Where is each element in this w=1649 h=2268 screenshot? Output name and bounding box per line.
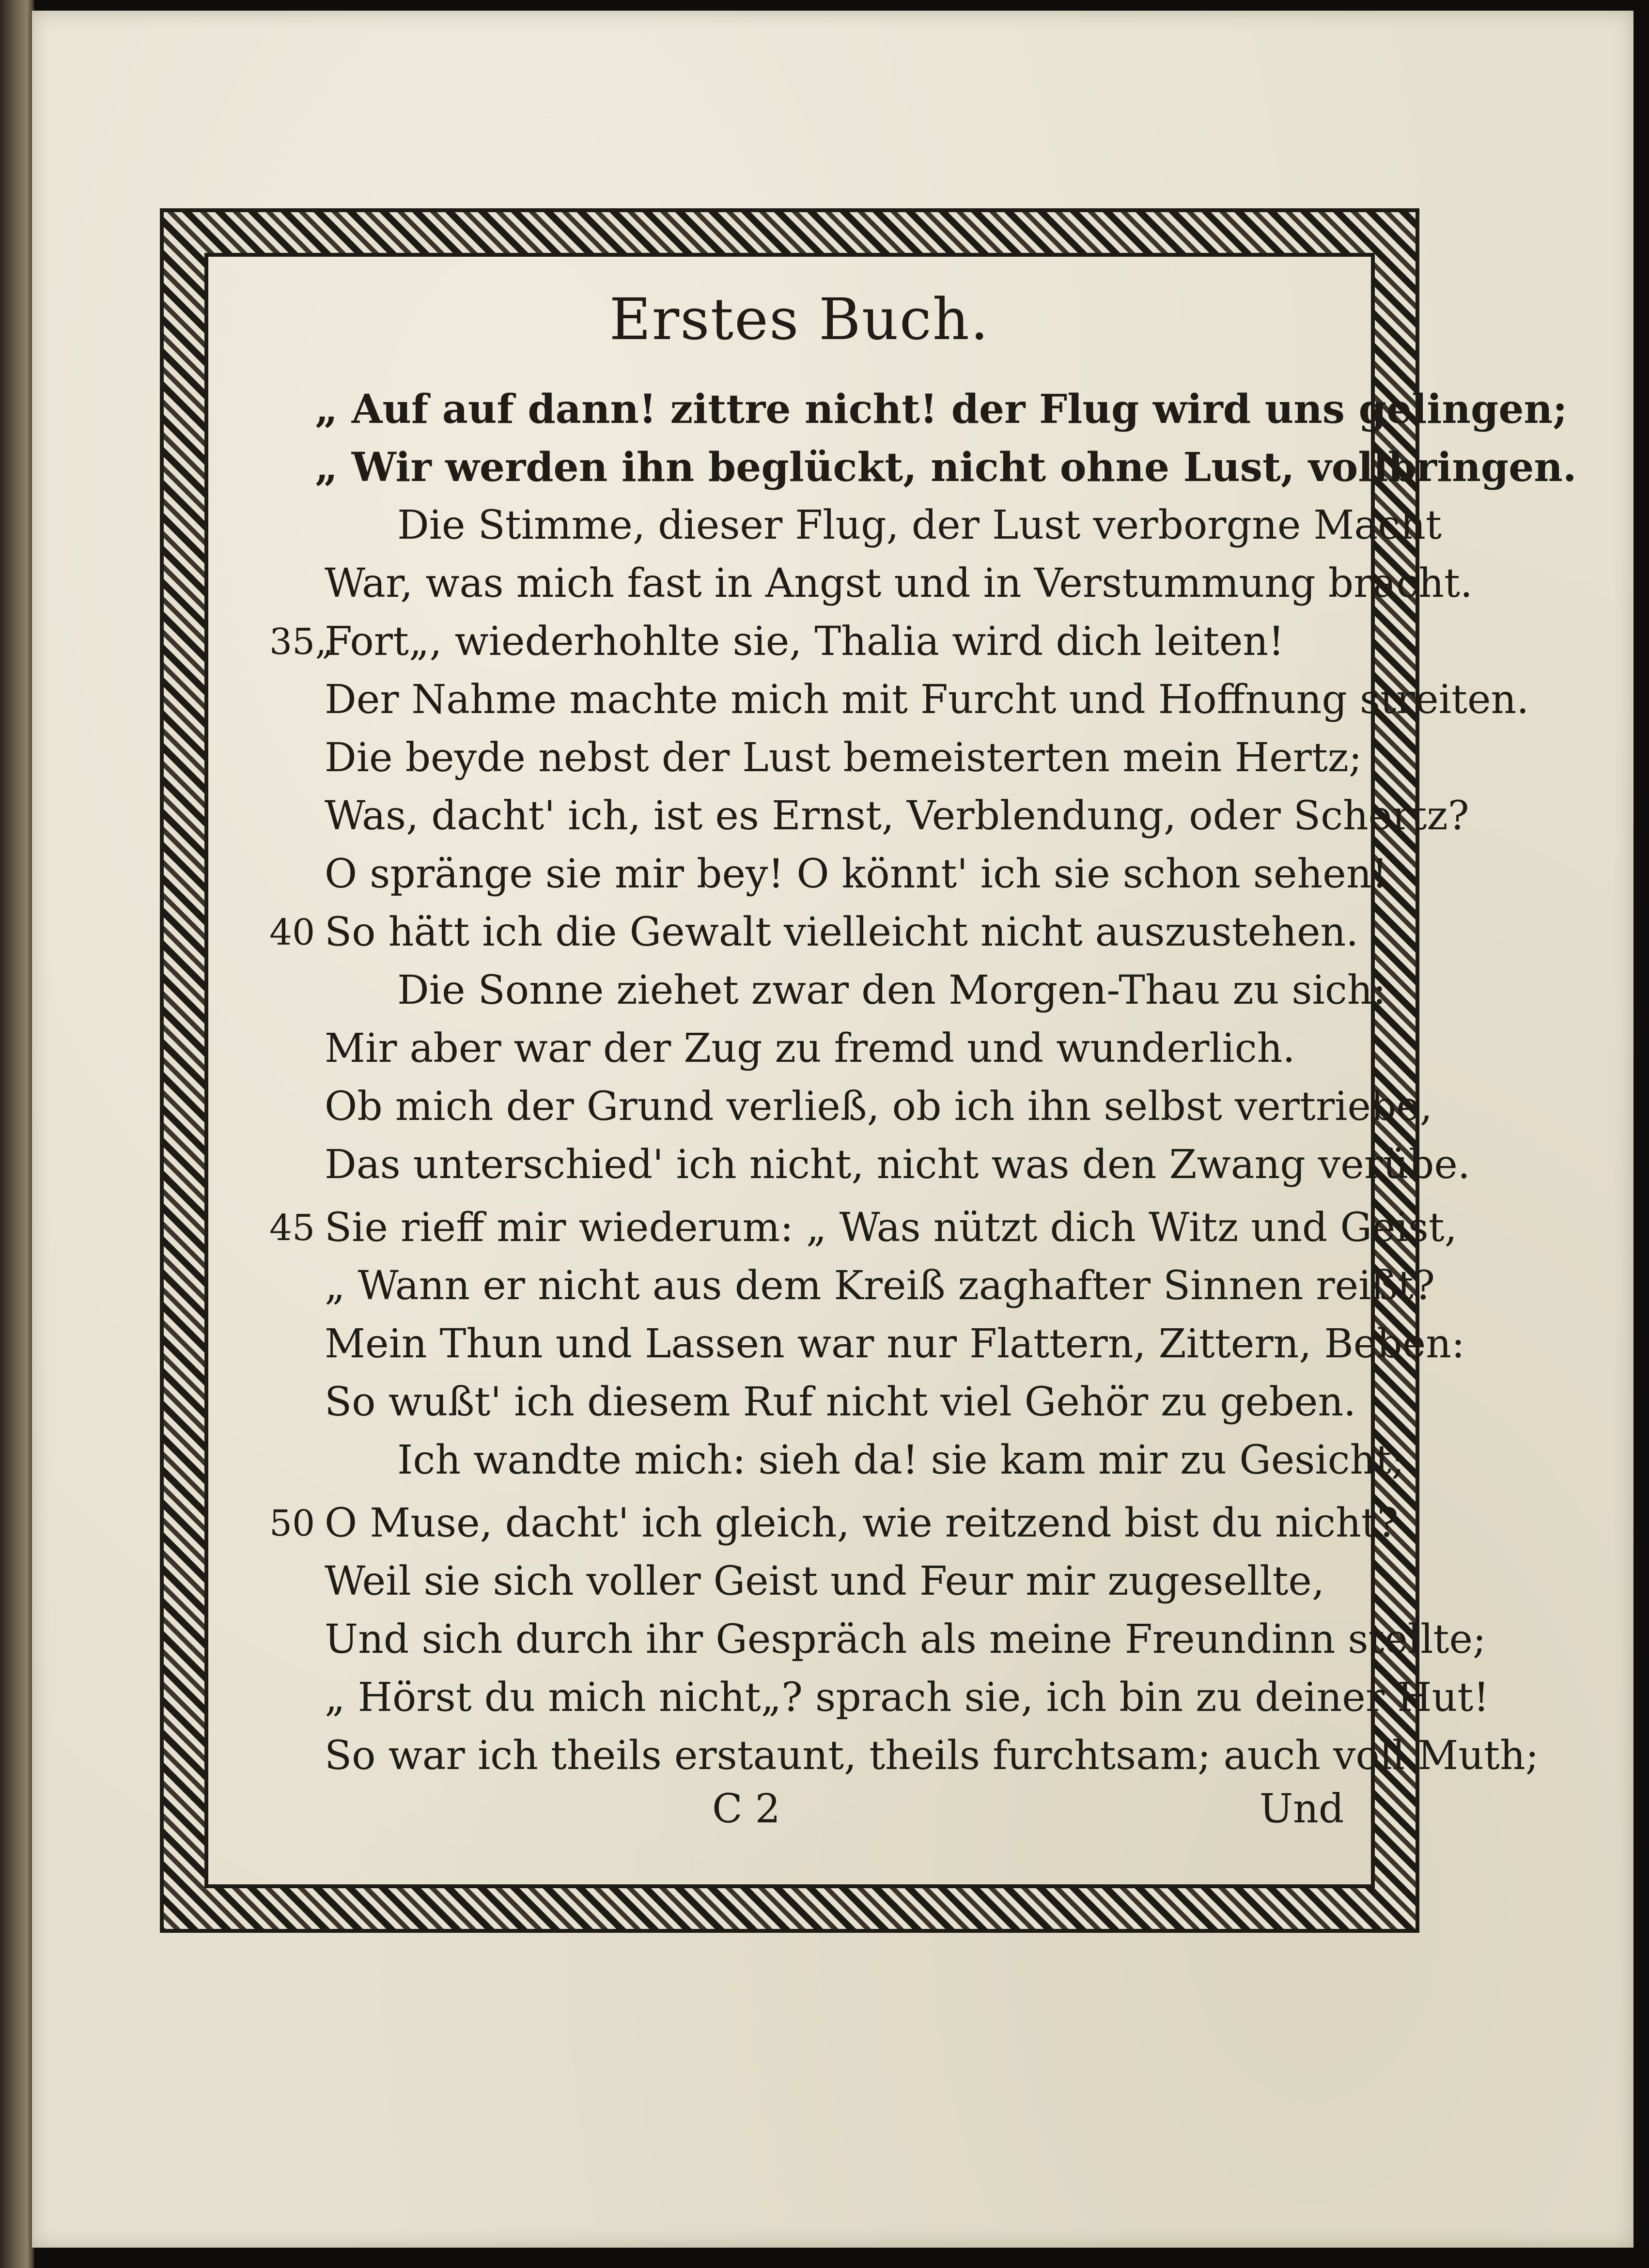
verse-line-18: So wußt' ich diesem Ruf nicht viel Gehör zu geben. xyxy=(325,1379,1356,1425)
verse-line-2: „ Wir werden ihn beglückt, nicht ohne Lust, vollbringen. xyxy=(315,444,1577,491)
verse-line-23: „ Hörst du mich nicht„? sprach sie, ich bin zu deiner Hut! xyxy=(325,1675,1490,1721)
verse-line-10: So hätt ich die Gewalt vielleicht nicht auszustehen. xyxy=(325,909,1359,955)
verse-line-11: Die Sonne ziehet zwar den Morgen-Thau zu sich: xyxy=(397,967,1386,1013)
verse-line-8: Was, dacht' ich, ist es Ernst, Verblendung, oder Schertz? xyxy=(325,793,1469,839)
page-heading: Erstes Buch. xyxy=(609,286,990,353)
line-number-50: 50 xyxy=(269,1503,315,1544)
book-spine xyxy=(0,0,34,2268)
verse-line-3: Die Stimme, dieser Flug, der Lust verborgne Macht xyxy=(397,502,1442,548)
verse-line-15: Sie rieff mir wiederum: „ Was nützt dich Witz und Geist, xyxy=(325,1205,1457,1251)
verse-line-17: Mein Thun und Lassen war nur Flattern, Zittern, Beben: xyxy=(325,1321,1465,1367)
verse-line-4: War, was mich fast in Angst und in Verstummung bracht. xyxy=(325,560,1473,606)
verse-line-19: Ich wandte mich: sieh da! sie kam mir zu Gesicht; xyxy=(397,1437,1405,1483)
verse-line-21: Weil sie sich voller Geist und Feur mir zugesellte, xyxy=(325,1558,1325,1604)
verse-line-22: Und sich durch ihr Gespräch als meine Freundinn stellte; xyxy=(325,1616,1486,1662)
verse-line-7: Die beyde nebst der Lust bemeisterten mein Hertz; xyxy=(325,735,1362,781)
verse-line-13: Ob mich der Grund verließ, ob ich ihn selbst vertriebe, xyxy=(325,1084,1432,1130)
line-number-40: 40 xyxy=(269,912,315,953)
verse-line-24: So war ich theils erstaunt, theils furchtsam; auch voll Muth; xyxy=(325,1733,1539,1779)
verse-line-5: Fort„, wiederhohlte sie, Thalia wird dich leiten! xyxy=(325,619,1285,665)
verse-line-9: O spränge sie mir bey! O könnt' ich sie schon sehen! xyxy=(325,851,1388,897)
line-number-35: 35„ xyxy=(269,621,334,663)
catchword: Und xyxy=(1260,1786,1344,1832)
signature-mark: C 2 xyxy=(712,1786,780,1832)
verse-line-1: „ Auf auf dann! zittre nicht! der Flug wird uns gelingen; xyxy=(315,386,1568,433)
verse-line-14: Das unterschied' ich nicht, nicht was den Zwang verübe. xyxy=(325,1142,1470,1188)
verse-line-20: O Muse, dacht' ich gleich, wie reitzend bist du nicht? xyxy=(325,1500,1399,1546)
line-number-45: 45 xyxy=(269,1207,315,1249)
verse-line-6: Der Nahme machte mich mit Furcht und Hoffnung streiten. xyxy=(325,677,1529,723)
verse-line-12: Mir aber war der Zug zu fremd und wunderlich. xyxy=(325,1025,1295,1072)
verse-line-16: „ Wann er nicht aus dem Kreiß zaghafter Sinnen reißt? xyxy=(325,1263,1435,1309)
